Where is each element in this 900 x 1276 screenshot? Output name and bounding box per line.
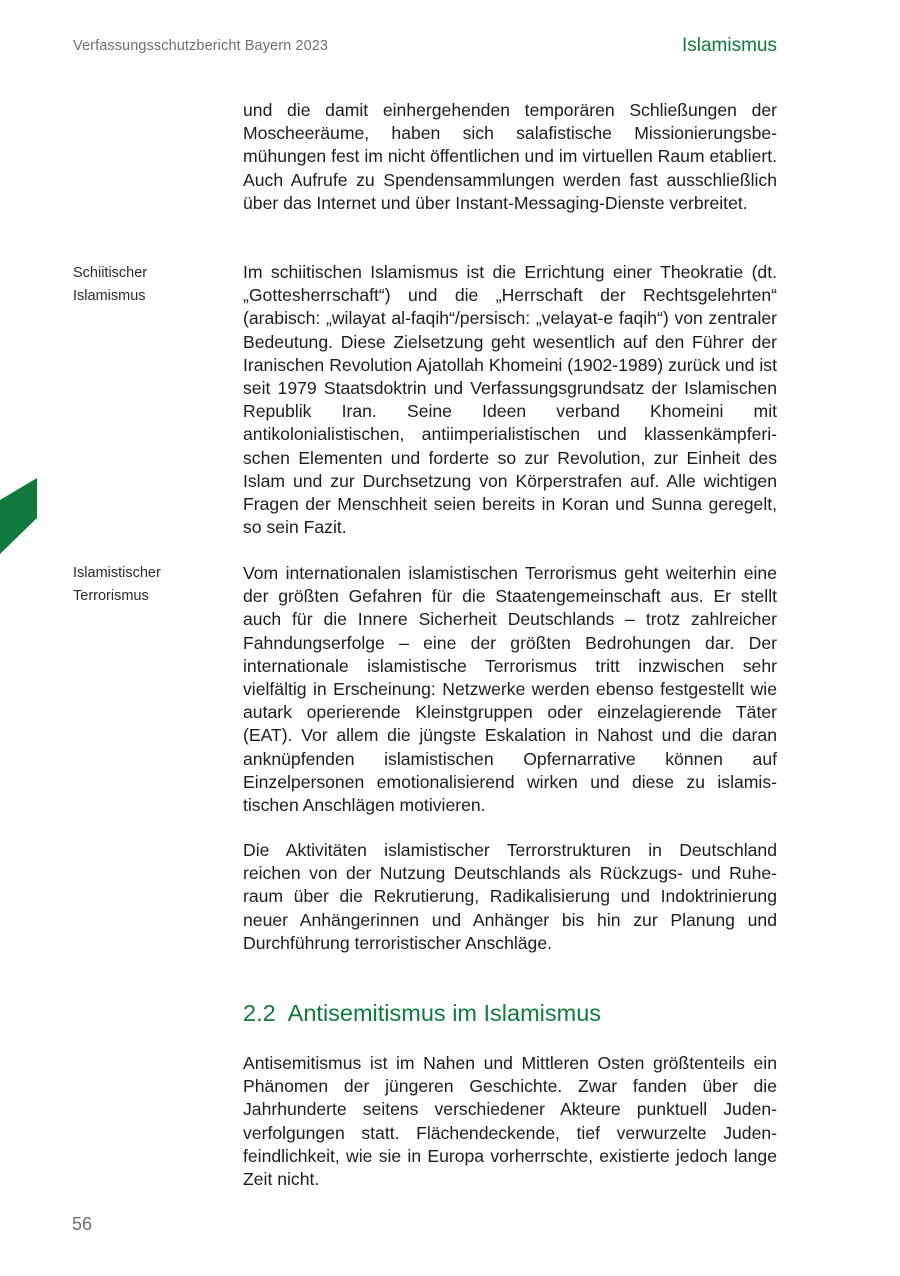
running-header-chapter: Islamismus	[681, 35, 777, 56]
running-header-title: Verfassungsschutzbericht Bayern 2023	[73, 38, 329, 54]
page-number: 56	[72, 1214, 93, 1234]
sidenote-line: Schiitischer	[73, 265, 148, 281]
paragraph-terrorstrukturen	[243, 839, 777, 955]
paragraph-text: Vom internationalen islamistischen Terrorismus geht weiterhin eine der größten Gefahren für die Staatengemeinschaft aus. Er stellt auch für die Innere Sicherheit Deutschlands – trotz zahlreicher Fahndungserfolge – eine der größten Bedrohungen dar. Der internationale islamistische Terrorismus tritt inzwischen sehr vielfältig in Erscheinung: Netzwerke werden ebenso festgestellt wie autark operierende Kleinstgruppen oder einzelagierende Täter (EAT). Vor allem die jüngste Eskalation in Nahost und die daran anknüpfenden islamistischen Opfernarrative können auf Einzelpersonen emotionalisierend wirken und diese zu islamistischen Anschlägen motivieren.	[243, 563, 777, 816]
sidenote-line: Islamismus	[73, 288, 146, 304]
paragraph-missionierung	[243, 99, 777, 215]
section-title: Antisemitismus im Islamismus	[287, 1000, 602, 1026]
sidenote-islamistischer-terrorismus	[73, 562, 161, 608]
sidenote-schiitischer-islamismus	[73, 262, 147, 308]
paragraph-text: und die damit einhergehenden temporären Schließungen der Moscheeräume, haben sich salafistische Missionierungsbemühungen fest im nicht öffentlichen und im virtuellen Raum etabliert. Auch Aufrufe zu Spendensammlungen werden fast ausschließlich über das Internet und über Instant-Messaging-Dienste verbreitet.	[243, 100, 777, 213]
paragraph-text: Die Aktivitäten islamistischer Terrorstrukturen in Deutschland reichen von der Nutzung Deutschlands als Rückzugs- und Ruheraum über die Rekrutierung, Radikalisierung und Indoktrinierung neuer Anhängerinnen und Anhänger bis hin zur Planung und Durchführung terroristischer Anschläge.	[243, 840, 777, 953]
paragraph-schiitischer-islamismus	[243, 261, 777, 539]
paragraph-text: Antisemitismus ist im Nahen und Mittleren Osten größtenteils ein Phänomen der jüngeren Geschichte. Zwar fanden über die Jahrhunderte seitens verschiedener Akteure punktuell Judenverfolgungen statt. Flächendeckende, tief verwurzelte Judenfeindlichkeit, wie sie in Europa vorherrschte, existierte jedoch lange Zeit nicht.	[243, 1053, 777, 1190]
paragraph-antisemitismus	[243, 1052, 777, 1191]
paragraph-islamistischer-terrorismus	[243, 562, 777, 817]
section-heading	[243, 1000, 601, 1027]
section-number: 2.2	[243, 1000, 276, 1026]
paragraph-text: Im schiitischen Islamismus ist die Errichtung einer Theokratie (dt. „Gottesherrschaft“) und die „Herrschaft der Rechtsgelehrten“ (arabisch: „wilayat al-faqih“/persisch: „velayat-e faqih“) von zentraler Bedeutung. Diese Zielsetzung geht wesentlich auf den Führer der Iranischen Revolution Ajatollah Khomeini (1902-1989) zurück und ist seit 1979 Staatsdoktrin und Verfassungsgrundsatz der Islamischen Republik Iran. Seine Ideen verband Khomeini mit antikolonialistischen, antiimperialistischen und klassenkämpferischen Elementen und forderte so zur Revolution, zur Einheit des Islam und zur Durchsetzung von Körperstrafen auf. Alle wichtigen Fragen der Menschheit seien bereits in Koran und Sunna geregelt, so sein Fazit.	[243, 262, 777, 538]
sidenote-line: Islamistischer	[73, 565, 161, 581]
sidenote-line: Terrorismus	[73, 588, 149, 604]
chapter-marker-tab	[0, 478, 37, 554]
